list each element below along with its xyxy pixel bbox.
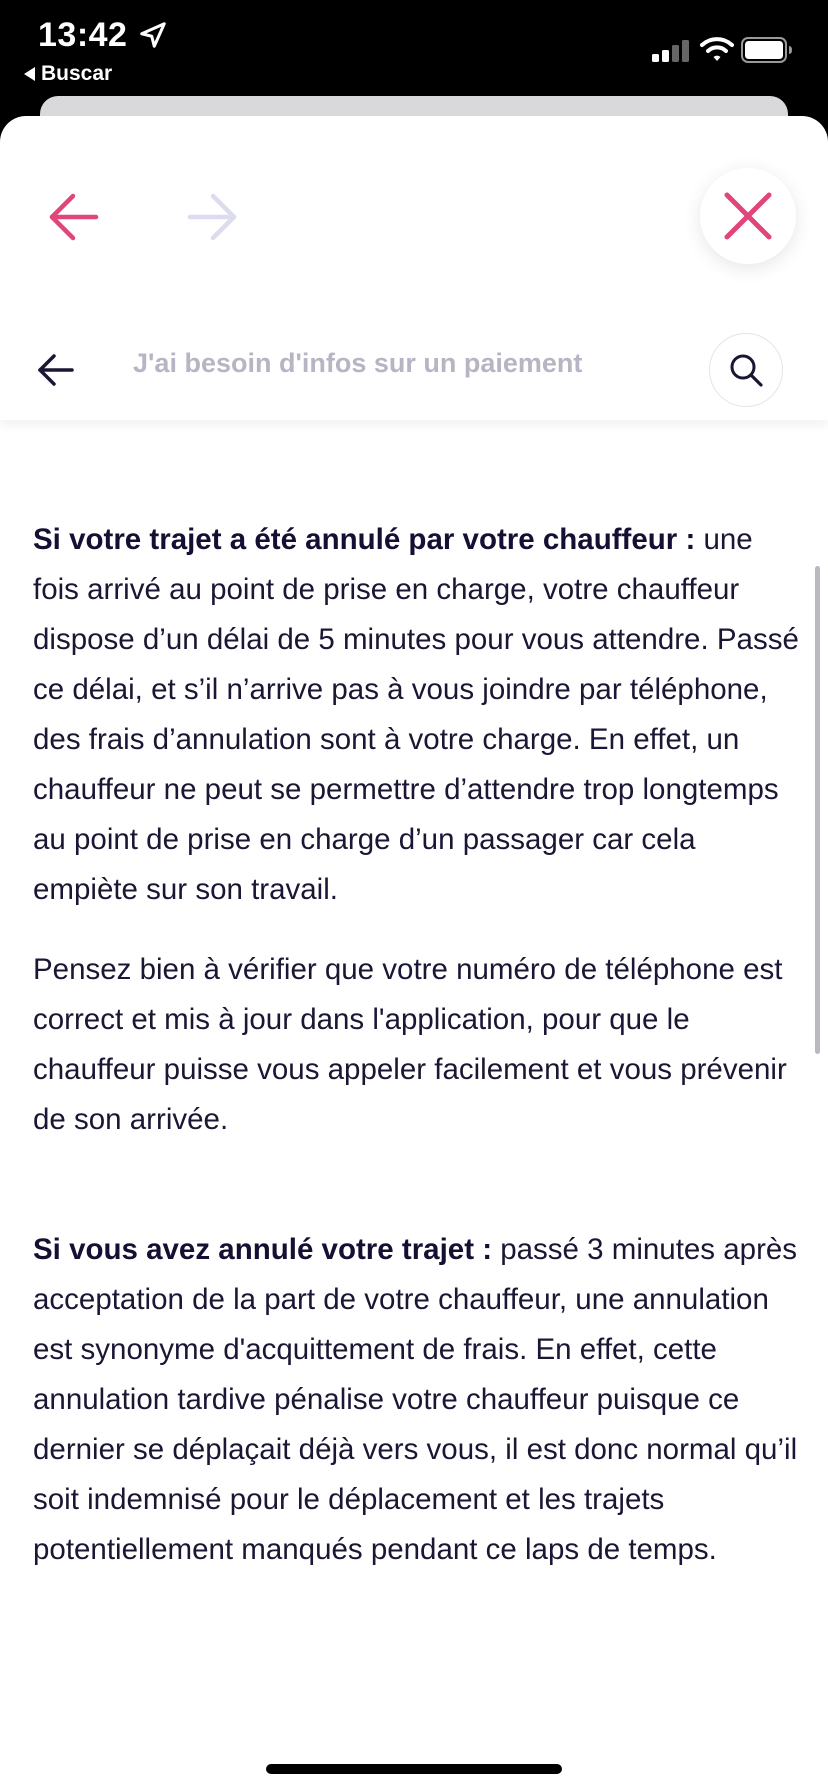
nav-back-button[interactable]	[46, 189, 102, 245]
status-time: 13:42	[38, 16, 128, 54]
scrollbar[interactable]	[815, 566, 820, 1054]
paragraph-user-cancel	[33, 1225, 803, 1575]
back-triangle-icon	[24, 67, 35, 81]
back-app-label: Buscar	[41, 62, 113, 85]
close-icon	[722, 190, 774, 242]
battery-icon	[741, 37, 793, 63]
paragraph-driver-cancel	[33, 515, 803, 915]
paragraph-text: Pensez bien à vérifier que votre numéro de téléphone est correct et mis à jour dans l'application, pour que le chauffeur puisse vous appeler facilement et vous prévenir de son arrivée.	[33, 953, 787, 1136]
location-arrow-icon	[138, 20, 168, 50]
close-button[interactable]	[700, 168, 796, 264]
nav-forward-button[interactable]	[184, 189, 240, 245]
wifi-icon	[700, 36, 734, 62]
search-button[interactable]	[709, 333, 783, 407]
article-body	[33, 515, 803, 1575]
arrow-left-icon	[40, 356, 72, 384]
arrow-left-icon	[52, 196, 96, 238]
paragraph-text: passé 3 minutes après acceptation de la part de votre chauffeur, une annulation est synonyme d'acquittement de frais. En effet, cette annulation tardive pénalise votre chauffeur puisque ce dernier se déplaçait déjà vers vous, il est donc normal qu’il soit indemnisé pour le déplacement et les trajets potentiellement manqués pendant ce laps de temps.	[33, 1233, 798, 1566]
search-icon	[728, 352, 764, 388]
paragraph-text: une fois arrivé au point de prise en charge, votre chauffeur dispose d’un délai de 5 minutes pour vous attendre. Passé ce délai, et s’il n’arrive pas à vous joindre par téléphone, des frais d’annulation sont à votre charge. En effet, un chauffeur ne peut se permettre d’attendre trop longtemps au point de prise en charge d’un passager car cela empiète sur son travail.	[33, 523, 799, 906]
arrow-right-icon	[190, 196, 234, 238]
cellular-signal-icon	[652, 40, 692, 62]
home-indicator[interactable]	[266, 1764, 562, 1774]
paragraph-heading: Si votre trajet a été annulé par votre chauffeur :	[33, 523, 696, 556]
header-back-button[interactable]	[36, 350, 76, 390]
page-title: J'ai besoin d'infos sur un paiement	[133, 348, 583, 378]
back-to-app-link[interactable]	[24, 62, 112, 86]
paragraph-heading: Si vous avez annulé votre trajet :	[33, 1233, 493, 1266]
paragraph-phone-check	[33, 945, 803, 1145]
